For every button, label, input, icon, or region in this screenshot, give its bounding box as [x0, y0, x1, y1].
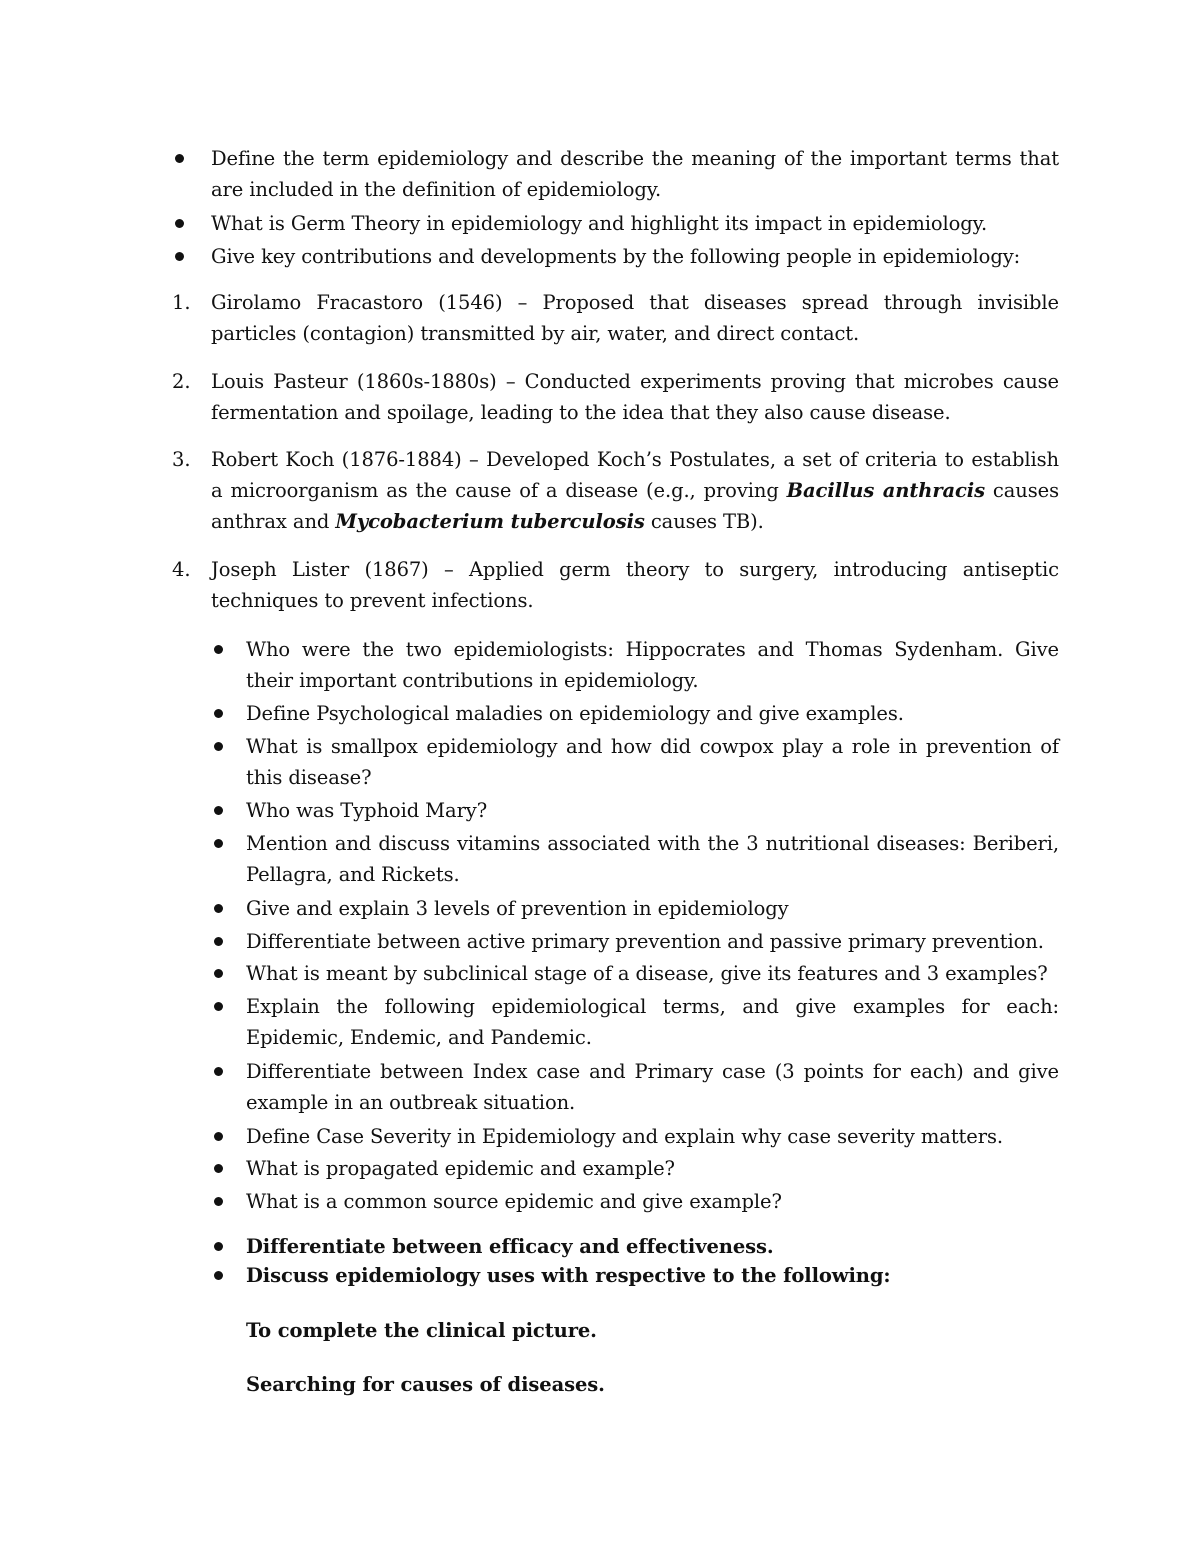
intro-bullet: What is Germ Theory in epidemiology and highlight its impact in epidemiology. [211, 212, 988, 235]
question-item-bold: Differentiate between efficacy and effectiveness. [246, 1235, 774, 1258]
person-item [211, 444, 1059, 537]
bullet-icon [214, 1164, 223, 1173]
intro-bullet: Give key contributions and developments by the following people in epidemiology: [211, 245, 1021, 268]
bullet-icon [214, 1132, 223, 1141]
bullet-icon [214, 742, 223, 751]
question-item: Give and explain 3 levels of prevention in epidemiology [246, 897, 789, 920]
question-item: Who was Typhoid Mary? [246, 799, 488, 822]
person-text: causes TB). [644, 510, 764, 533]
list-number: 1. [172, 291, 191, 314]
organism-name: Mycobacterium tuberculosis [335, 510, 645, 533]
use-heading: Searching for causes of diseases. [246, 1373, 605, 1396]
bullet-icon [175, 219, 184, 228]
person-text: causes anthrax and [211, 479, 1059, 533]
question-item-bold: Discuss epidemiology uses with respective to the following: [246, 1264, 891, 1287]
bullet-icon [214, 1002, 223, 1011]
bullet-icon [214, 645, 223, 654]
bullet-icon [175, 154, 184, 163]
person-item: Louis Pasteur (1860s-1880s) – Conducted experiments proving that microbes cause fermentation and spoilage, leading to the idea that they also cause disease. [211, 370, 1059, 424]
person-item: Joseph Lister (1867) – Applied germ theory to surgery, introducing antiseptic techniques to prevent infections. [211, 558, 1059, 612]
use-heading: To complete the clinical picture. [246, 1319, 597, 1342]
question-item: Define Case Severity in Epidemiology and explain why case severity matters. [246, 1125, 1003, 1148]
bullet-icon [214, 1197, 223, 1206]
bullet-icon [214, 806, 223, 815]
bullet-icon [214, 839, 223, 848]
bullet-icon [214, 937, 223, 946]
question-item: Differentiate between active primary prevention and passive primary prevention. [246, 930, 1044, 953]
question-item: Define Psychological maladies on epidemiology and give examples. [246, 702, 904, 725]
question-item: What is smallpox epidemiology and how did cowpox play a role in prevention of this disease? [246, 735, 1059, 789]
bullet-icon [214, 1242, 223, 1251]
list-number: 3. [172, 448, 191, 471]
bullet-icon [214, 1067, 223, 1076]
list-number: 2. [172, 370, 191, 393]
bullet-icon [175, 252, 184, 261]
question-item: Differentiate between Index case and Primary case (3 points for each) and give example in an outbreak situation. [246, 1060, 1059, 1114]
bullet-icon [214, 969, 223, 978]
question-item: What is a common source epidemic and give example? [246, 1190, 782, 1213]
question-item: What is propagated epidemic and example? [246, 1157, 675, 1180]
organism-name: Bacillus anthracis [786, 479, 985, 502]
question-item: Who were the two epidemiologists: Hippocrates and Thomas Sydenham. Give their important contributions in epidemiology. [246, 638, 1059, 692]
list-number: 4. [172, 558, 191, 581]
person-text: Robert Koch (1876-1884) – Developed Koch’s Postulates, a set of criteria to establish a microorganism as the cause of a disease (e.g., proving [211, 448, 1059, 502]
bullet-icon [214, 1271, 223, 1280]
bullet-icon [214, 904, 223, 913]
question-item: Mention and discuss vitamins associated with the 3 nutritional diseases: Beriberi, Pellagra, and Rickets. [246, 832, 1059, 886]
question-item: Explain the following epidemiological terms, and give examples for each: Epidemic, Endemic, and Pandemic. [246, 995, 1059, 1049]
intro-bullet: Define the term epidemiology and describe the meaning of the important terms that are included in the definition of epidemiology. [211, 147, 1059, 201]
question-item: What is meant by subclinical stage of a disease, give its features and 3 examples? [246, 962, 1048, 985]
person-item: Girolamo Fracastoro (1546) – Proposed that diseases spread through invisible particles (contagion) transmitted by air, water, and direct contact. [211, 291, 1059, 345]
bullet-icon [214, 709, 223, 718]
